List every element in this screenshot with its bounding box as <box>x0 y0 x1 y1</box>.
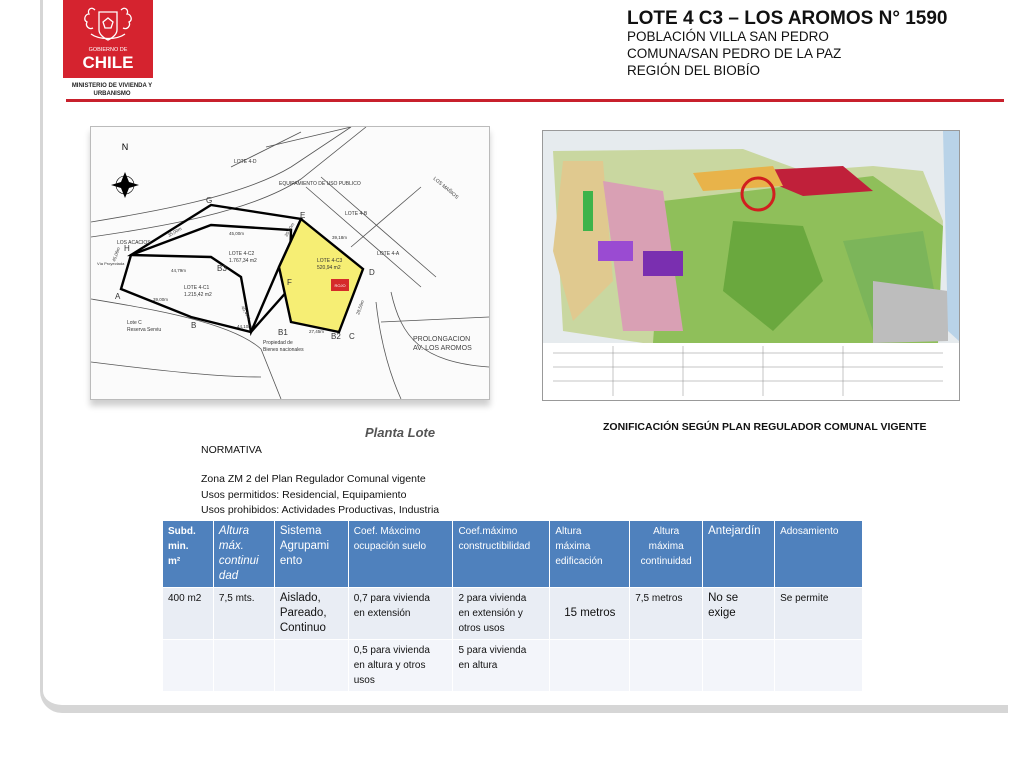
cell-empty <box>703 640 775 692</box>
svg-text:LOS ACACIOS: LOS ACACIOS <box>117 240 151 246</box>
svg-text:LOTE 4-B: LOTE 4-B <box>345 211 368 217</box>
cell-constructibilidad: 2 para vivienda en extensión y otros usos <box>453 588 550 640</box>
poblacion-line: POBLACIÓN VILLA SAN PEDRO <box>627 29 829 44</box>
zoning-map <box>542 130 960 401</box>
header-altura-edificacion: Altura máxima edificación <box>550 521 630 588</box>
table-row <box>163 640 863 692</box>
cell-altura-continuidad: 7,5 metros <box>630 588 703 640</box>
cell-empty <box>213 640 274 692</box>
cell-adosamiento: Se permite <box>775 588 863 640</box>
header-coef-ocupacion: Coef. Máxcimo ocupación suelo <box>348 521 453 588</box>
svg-text:E: E <box>300 211 306 220</box>
svg-text:1.767,34 m2: 1.767,34 m2 <box>229 258 257 264</box>
svg-text:1.215,42 m2: 1.215,42 m2 <box>184 292 212 298</box>
table-row <box>163 588 863 640</box>
cell-altura: 7,5 mts. <box>213 588 274 640</box>
cell-sistema: Aislado, Pareado, Continuo <box>274 588 348 640</box>
svg-text:Vía Proyectada: Vía Proyectada <box>97 261 125 266</box>
svg-text:GOBIERNO DE: GOBIERNO DE <box>88 47 128 53</box>
svg-text:D: D <box>369 268 375 277</box>
cell-constructibilidad-altura: 5 para vivienda en altura <box>453 640 550 692</box>
header-altura-continuidad: Altura máxima continuidad <box>630 521 703 588</box>
ministry-name: MINISTERIO DE VIVIENDA Y URBANISMO <box>71 83 153 97</box>
lot-plan-drawing <box>91 127 489 399</box>
cell-empty <box>630 640 703 692</box>
lot-plan-map <box>90 126 490 400</box>
header-sistema: Sistema Agrupami ento <box>274 521 348 588</box>
svg-text:27,45m: 27,45m <box>309 329 325 334</box>
plan-caption: Planta Lote <box>365 425 436 440</box>
svg-text:28,50m: 28,50m <box>355 299 366 316</box>
page-title: LOTE 4 C3 – LOS AROMOS N° 1590 <box>627 8 948 29</box>
svg-text:45,06m: 45,06m <box>111 246 122 263</box>
cell-altura-edificacion: 15 metros <box>550 588 630 640</box>
svg-text:A: A <box>115 292 121 301</box>
cell-empty <box>550 640 630 692</box>
cell-subd: 400 m2 <box>163 588 214 640</box>
svg-text:LOS MAÑIOS: LOS MAÑIOS <box>431 175 460 201</box>
lot-4-c2-outline <box>131 205 301 332</box>
svg-text:LOTE 4-D: LOTE 4-D <box>234 159 257 165</box>
svg-text:520,94 m2: 520,94 m2 <box>317 265 341 271</box>
svg-text:39,00m: 39,00m <box>153 297 169 302</box>
svg-text:B2: B2 <box>331 332 341 341</box>
cell-empty <box>775 640 863 692</box>
svg-text:LOTE 4-C2: LOTE 4-C2 <box>229 251 255 257</box>
svg-text:CHILE: CHILE <box>82 53 134 72</box>
svg-text:G: G <box>206 196 213 205</box>
svg-text:AV. LOS AROMOS: AV. LOS AROMOS <box>413 345 472 352</box>
svg-text:B3: B3 <box>217 264 227 273</box>
zoning-map-drawing <box>543 131 959 400</box>
svg-text:ROJO: ROJO <box>334 283 346 288</box>
svg-text:35,00m: 35,00m <box>167 226 183 238</box>
cell-antejardin: No se exige <box>703 588 775 640</box>
header-coef-constructibilidad: Coef.máximo constructibilidad <box>453 521 550 588</box>
svg-text:20,00m: 20,00m <box>283 221 296 238</box>
svg-text:LOTE 4-C1: LOTE 4-C1 <box>184 285 210 291</box>
normativa-table <box>162 520 863 692</box>
cell-empty <box>274 640 348 692</box>
comuna-line: COMUNA/SAN PEDRO DE LA PAZ <box>627 46 842 61</box>
cell-ocupacion-altura: 0,5 para vivienda en altura y otros usos <box>348 640 453 692</box>
svg-text:LOTE 4-A: LOTE 4-A <box>377 251 400 257</box>
header-adosamiento: Adosamiento <box>775 521 863 588</box>
normativa-zona: Zona ZM 2 del Plan Regulador Comunal vigente <box>201 473 426 485</box>
svg-text:45,00m: 45,00m <box>229 231 245 236</box>
header-divider <box>66 99 1004 102</box>
svg-text:B: B <box>191 321 197 330</box>
svg-text:Bienes nacionales: Bienes nacionales <box>263 347 304 353</box>
normativa-heading: NORMATIVA <box>201 444 262 456</box>
svg-text:N: N <box>121 142 129 152</box>
svg-text:B1: B1 <box>278 328 288 337</box>
svg-text:C: C <box>349 332 355 341</box>
svg-text:LOTE 4-C3: LOTE 4-C3 <box>317 258 343 264</box>
header-subd: Subd. min. m² <box>163 521 214 588</box>
svg-text:44,10m: 44,10m <box>237 324 253 329</box>
svg-text:Reserva Serviu: Reserva Serviu <box>127 327 162 333</box>
svg-text:39,18m: 39,18m <box>332 235 348 240</box>
cell-ocupacion: 0,7 para vivienda en extensión <box>348 588 453 640</box>
zoning-caption: ZONIFICACIÓN SEGÚN PLAN REGULADOR COMUNAL VIGENTE <box>603 421 927 433</box>
svg-text:H: H <box>124 244 130 253</box>
normativa-prohibidos: Usos prohibidos: Actividades Productivas, Industria <box>201 504 440 516</box>
header-antejardin: Antejardín <box>703 521 775 588</box>
cell-empty <box>163 640 214 692</box>
north-arrow-icon <box>111 172 139 198</box>
svg-text:Lote C: Lote C <box>127 320 142 326</box>
svg-text:Propiedad de: Propiedad de <box>263 340 293 346</box>
svg-text:EQUIPAMIENTO DE USO PUBLICO: EQUIPAMIENTO DE USO PUBLICO <box>279 181 361 187</box>
table-header-row <box>163 521 863 588</box>
chile-coat-of-arms-icon <box>63 0 153 78</box>
svg-text:PROLONGACION: PROLONGACION <box>413 336 471 343</box>
svg-text:40,45m: 40,45m <box>240 305 252 321</box>
svg-text:F: F <box>287 278 292 287</box>
svg-text:44,79m: 44,79m <box>171 268 187 273</box>
normativa-permitidos: Usos permitidos: Residencial, Equipamiento <box>201 489 407 501</box>
region-line: REGIÓN DEL BIOBÍO <box>627 63 761 78</box>
government-logo <box>63 0 153 78</box>
header-altura: Altura máx. continui dad <box>213 521 274 588</box>
